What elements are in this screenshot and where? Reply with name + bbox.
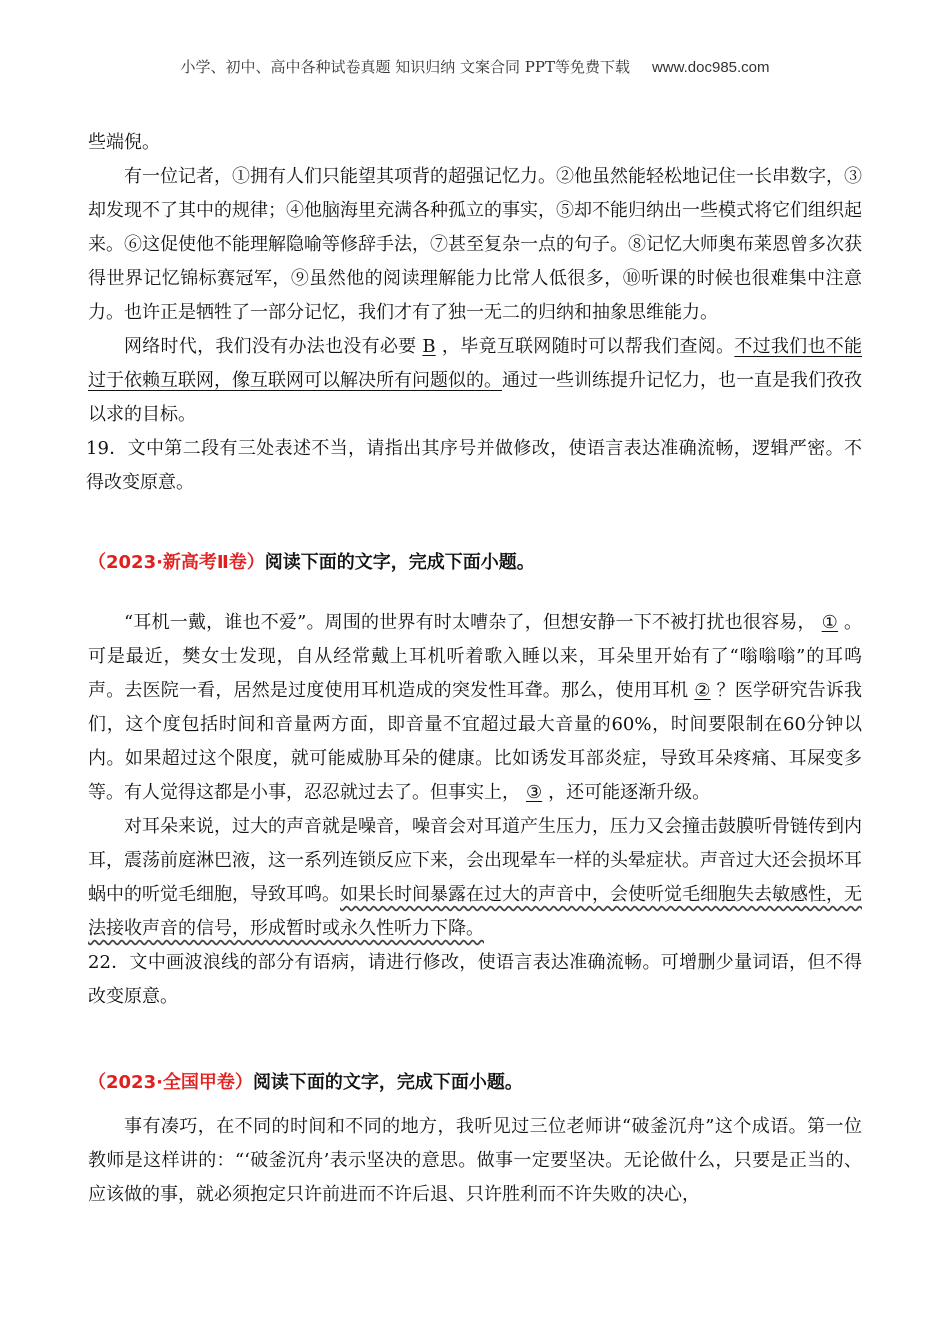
page-header <box>0 56 950 77</box>
paragraph-internet <box>88 330 862 432</box>
wavy-underlined-sentence: 如果长时间暴露在过大的声音中，会使听觉毛细胞失去敏感性，无法接收声音的信号，形成暂时或永久性听力下降。 <box>88 884 862 939</box>
header-url[interactable]: www.doc985.com <box>651 59 770 76</box>
paragraph-noise <box>88 810 862 946</box>
text-segment: “耳机一戴，谁也不爱”。周围的世界有时太嘈杂了，但想安静一下不被打扰也很容易， <box>124 612 816 633</box>
text-segment: ，还可能逐渐升级。 <box>548 782 711 803</box>
passage-earphones <box>88 546 862 1014</box>
text-segment: 网络时代，我们没有办法也没有必要 <box>124 336 417 357</box>
text-segment: 。可是最近，樊女士发现，自从经常戴上耳机听着歌入睡以来，耳朵里开始有了“嗡嗡嗡”的耳鸣声。去医院一看，居然是过度使用耳机造成的突发性耳聋。那么，使用耳机 <box>88 612 862 701</box>
source-label: （2023·新高考Ⅱ卷） <box>88 552 265 573</box>
paragraph-earphones <box>88 606 862 810</box>
section-heading <box>88 546 862 580</box>
text-segment: 对耳朵来说，过大的声音就是噪音，噪音会对耳道产生压力，压力又会撞击鼓膜听骨链传到内耳，震荡前庭淋巴液，这一系列连锁反应下来，会出现晕车一样的头晕症状。声音过大还会损坏耳蜗中的听觉毛细胞，导致耳鸣。 <box>88 816 862 905</box>
section-instruction: 阅读下面的文字，完成下面小题。 <box>252 1072 523 1093</box>
paragraph-continuation: 些端倪。 <box>88 132 160 153</box>
paragraph-idiom: 事有凑巧，在不同的时间和不同的地方，我听见过三位老师讲“破釜沉舟”这个成语。第一位教师是这样讲的：“‘破釜沉舟’表示坚决的意思。做事一定要坚决。无论做什么，只要是正当的、应该做的事，就必须抱定只许前进而不许后退、只许胜利而不许失败的决心， <box>88 1116 862 1205</box>
passage-idiom <box>88 1066 862 1212</box>
question-19: 19．文中第二段有三处表述不当，请指出其序号并做修改，使语言表达准确流畅，逻辑严密。不得改变原意。 <box>86 438 862 493</box>
header-text: 小学、初中、高中各种试卷真题 知识归纳 文案合同 PPT等免费下载 <box>180 58 630 76</box>
section-heading <box>88 1066 862 1100</box>
blank-3: ③ <box>526 782 543 803</box>
underlined-sentence: 不过我们也不能过于依赖互联网，像互联网可以解决所有问题似的。 <box>88 336 863 391</box>
text-segment: ？医学研究告诉我们，这个度包括时间和音量两方面，即音量不宜超过最大音量的60%，时间要限制在60分钟以内。如果超过这个限度，就可能威胁耳朵的健康。比如诱发耳部炎症，导致耳朵疼痛、耳屎变多等。有人觉得这都是小事，忍忍就过去了。但事实上， <box>88 680 863 803</box>
paragraph-reporter: 有一位记者，①拥有人们只能望其项背的超强记忆力。②他虽然能轻松地记住一长串数字，③却发现不了其中的规律；④他脑海里充满各种孤立的事实，⑤却不能归纳出一些模式将它们组织起来。⑥这促使他不能理解隐喻等修辞手法，⑦甚至复杂一点的句子。⑧记忆大师奥布莱恩曾多次获得世界记忆锦标赛冠军，⑨虽然他的阅读理解能力比常人低很多，⑩听课的时候也很难集中注意力。也许正是牺牲了一部分记忆，我们才有了独一无二的归纳和抽象思维能力。 <box>88 166 862 323</box>
section-instruction: 阅读下面的文字，完成下面小题。 <box>264 552 535 573</box>
text-segment: ，毕竟互联网随时可以帮我们查阅。 <box>441 336 735 357</box>
blank-1: ① <box>821 612 838 633</box>
source-label: （2023·全国甲卷） <box>88 1072 253 1093</box>
blank-b: B <box>422 336 436 357</box>
blank-2: ② <box>694 680 711 701</box>
passage-memory <box>88 126 862 500</box>
question-22: 22．文中画波浪线的部分有语病，请进行修改，使语言表达准确流畅。可增删少量词语，但不得改变原意。 <box>88 952 862 1007</box>
text-segment: 通过一些训练提升记忆力，也一直是我们孜孜以求的目标。 <box>88 370 862 425</box>
